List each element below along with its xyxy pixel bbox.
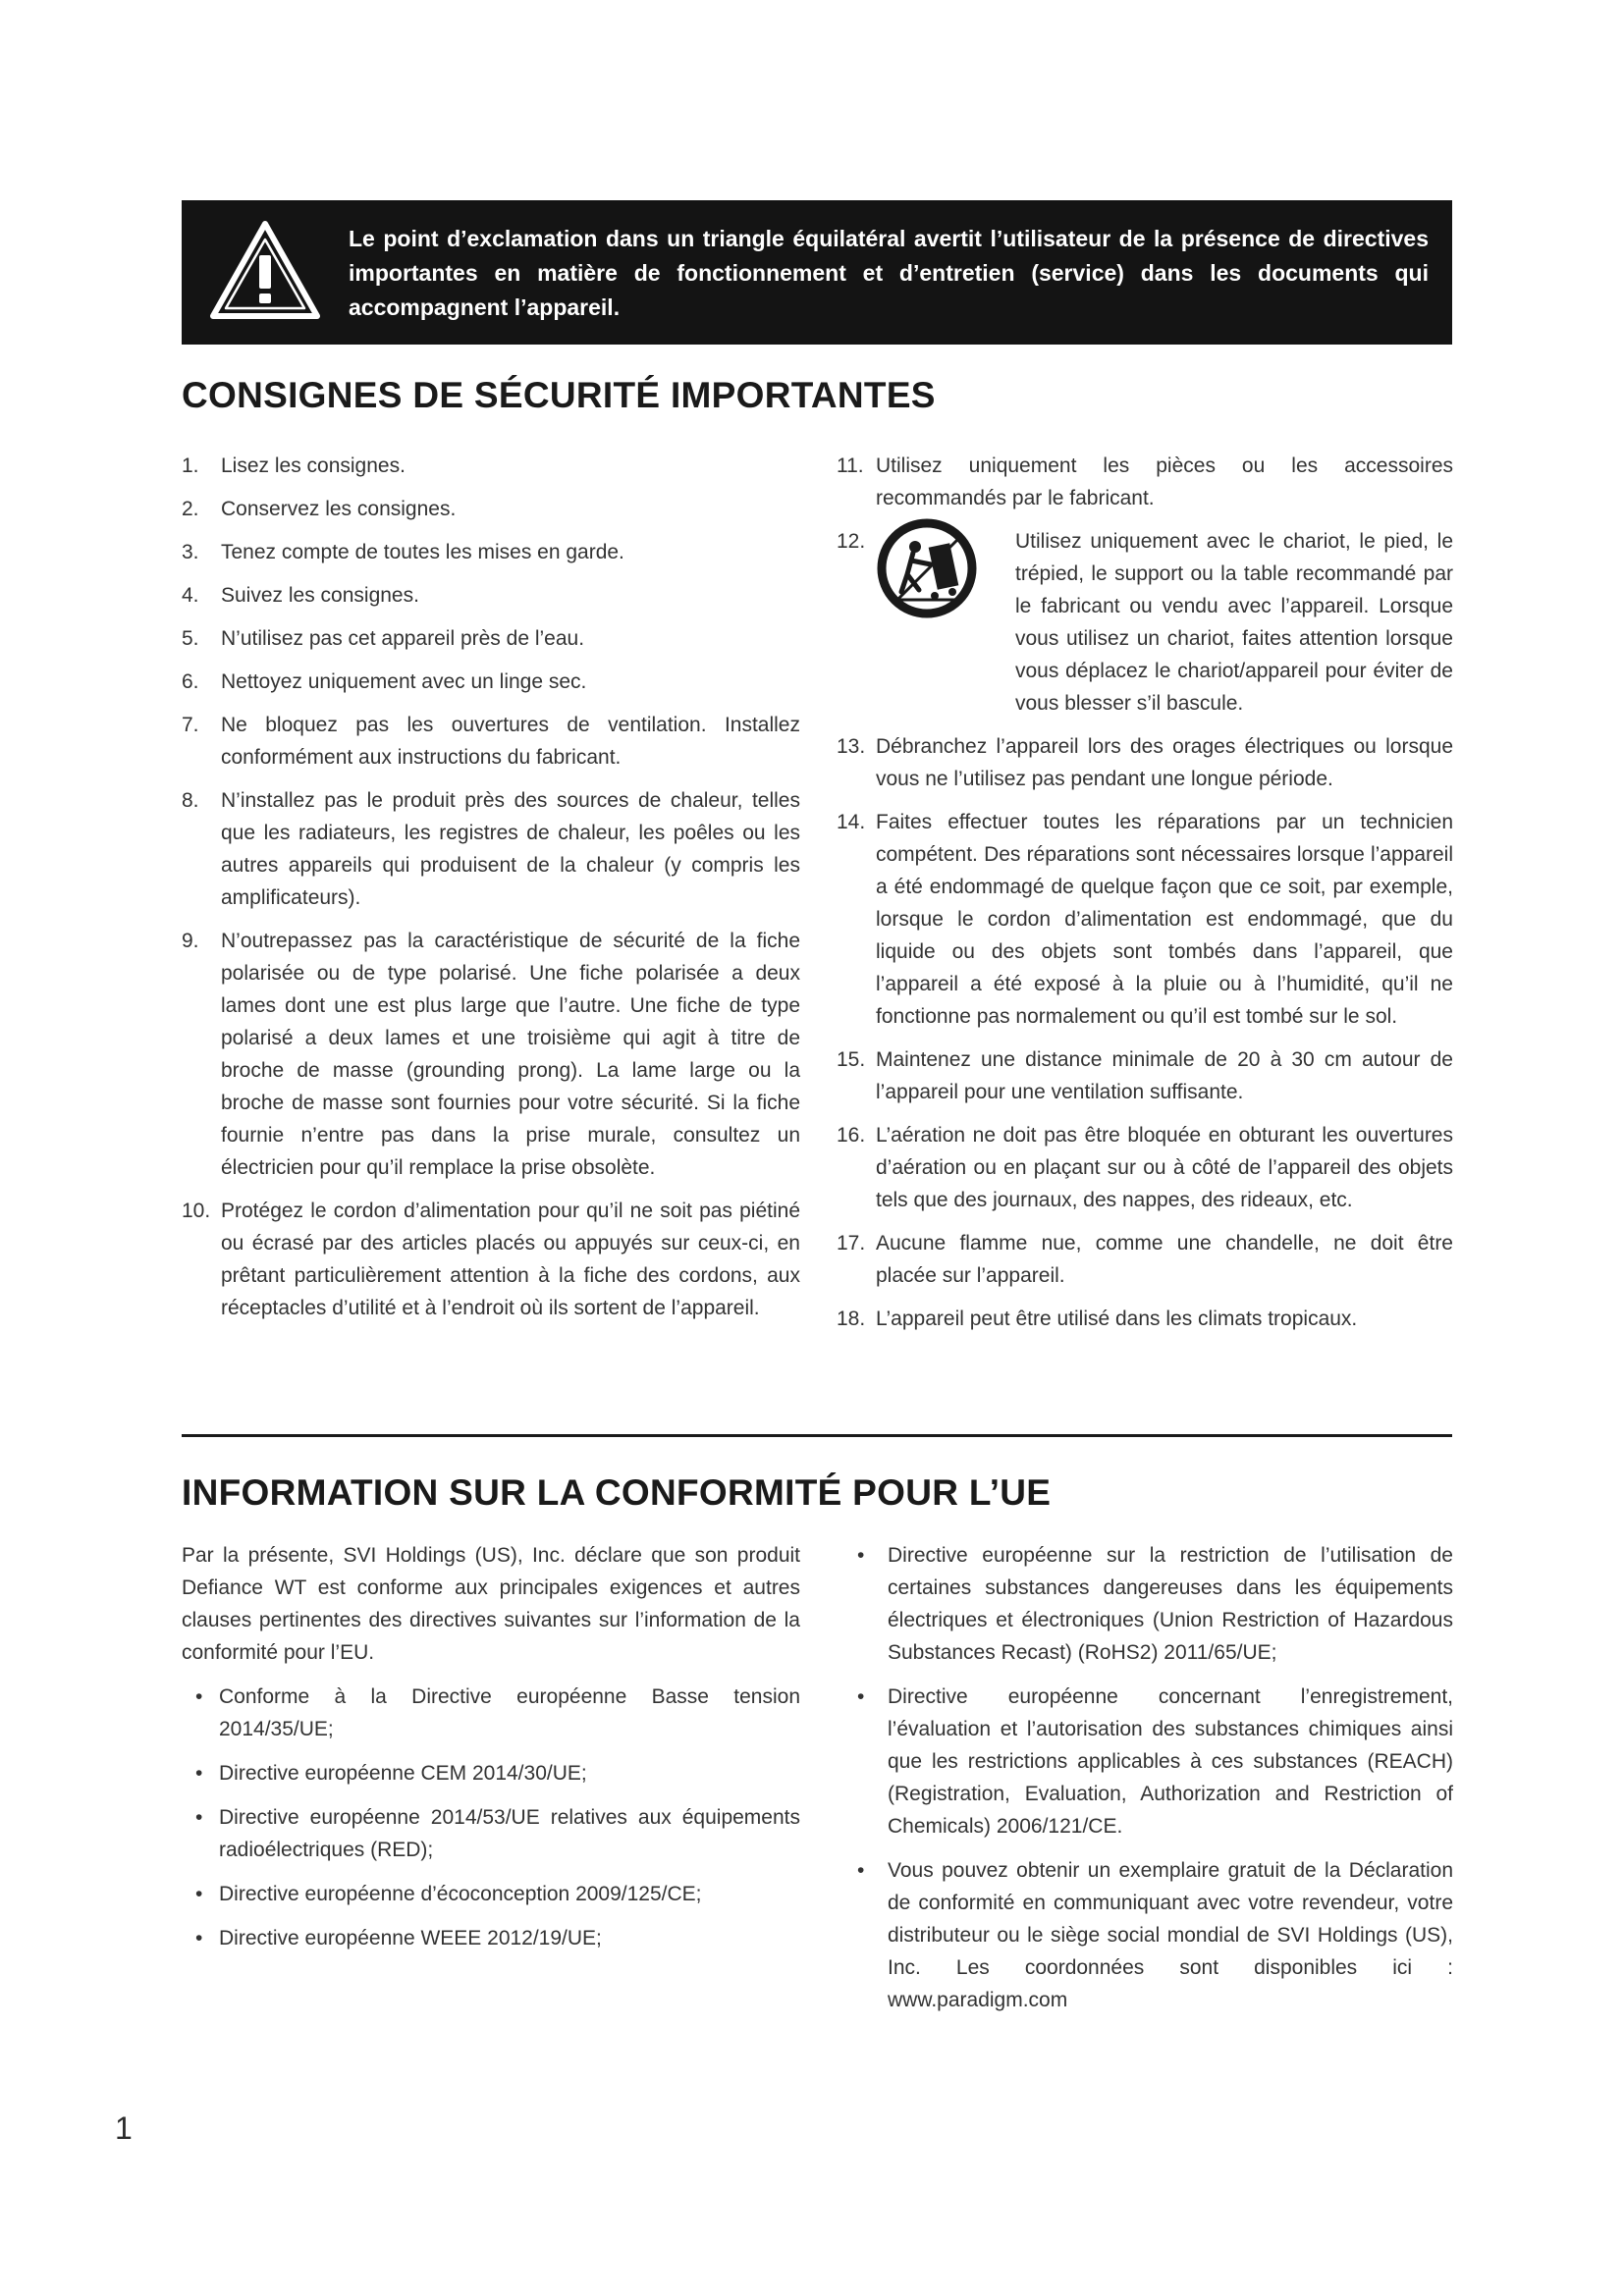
item-number: 7. <box>182 714 199 736</box>
bullet-item <box>852 1681 1453 1842</box>
list-item <box>837 1119 1453 1216</box>
conformity-right-column <box>852 1539 1453 2028</box>
bullet-text: Directive européenne sur la restriction de l’utilisation de certaines substances dangereuses dans les équipements électriques et électroniques (Union Restriction of Hazardous Substances Recast) (RoHS2) 2011/65/UE; <box>888 1544 1453 1664</box>
conformity-left-column <box>182 1539 800 1966</box>
item-text: Aucune flamme nue, comme une chandelle, ne doit être placée sur l’appareil. <box>876 1232 1453 1287</box>
safety-title: CONSIGNES DE SÉCURITÉ IMPORTANTES <box>182 375 936 415</box>
item-number: 12. <box>837 530 866 553</box>
bullet-text: Directive européenne CEM 2014/30/UE; <box>219 1762 587 1785</box>
item-number: 4. <box>182 584 199 607</box>
item-text: N’outrepassez pas la caractéristique de sécurité de la fiche polarisée ou de type polarisé. Une fiche polarisée a deux lames dont une est plus large que l’autre. Une fiche de type polarisé a deux lames et une troisième qui agit à titre de broche de masse (grounding prong). La lame large ou la broche de masse sont fournies pour votre sécurité. Si la fiche fournie n’entre pas dans la prise murale, consultez un électricien pour qu’il remplace la prise obsolète. <box>221 930 800 1179</box>
page-number: 1 <box>115 2110 133 2146</box>
safety-left-column <box>182 450 800 1335</box>
bullet-item <box>182 1801 800 1866</box>
bullet-item <box>182 1681 800 1745</box>
item-text: L’aération ne doit pas être bloquée en obturant les ouvertures d’aération ou en plaçant sur ou à côté de l’appareil des objets tels que des journaux, des nappes, des rideaux, etc. <box>876 1124 1453 1211</box>
list-item <box>182 536 800 568</box>
item-text: Faites effectuer toutes les réparations par un technicien compétent. Des réparations sont nécessaires lorsque l’appareil a été endommagé de quelque façon que ce soit, par exemple, lorsque le cordon d’alimentation est endommagé, que du liquide ou des objets sont tombés dans l’appareil, que l’appareil a été exposé à la pluie ou à l’humidité, qu’il ne fonctionne pas normalement ou qu’il est tombé sur le sol. <box>876 811 1453 1028</box>
list-item <box>182 1195 800 1324</box>
bullet-item <box>852 1539 1453 1669</box>
bullet-icon: • <box>857 1685 865 1708</box>
item-text: L’appareil peut être utilisé dans les climats tropicaux. <box>876 1308 1358 1330</box>
exclamation-triangle-icon <box>207 218 323 322</box>
item-text: Maintenez une distance minimale de 20 à 30 cm autour de l’appareil pour une ventilation suffisante. <box>876 1048 1453 1103</box>
list-item <box>182 666 800 698</box>
item-number: 6. <box>182 670 199 693</box>
list-item <box>182 579 800 612</box>
bullet-icon: • <box>195 1685 203 1708</box>
item-number: 3. <box>182 541 199 563</box>
warning-text: Le point d’exclamation dans un triangle équilatéral avertit l’utilisateur de la présence de directives importantes en matière de fonctionnement et d’entretien (service) dans les documents qui accompagnent l’appareil. <box>349 226 1429 320</box>
list-item <box>837 806 1453 1033</box>
warning-banner <box>182 200 1452 345</box>
item-number: 5. <box>182 627 199 650</box>
item-number: 11. <box>837 454 864 477</box>
item-number: 8. <box>182 789 199 812</box>
bullet-icon: • <box>857 1859 865 1882</box>
safety-right-column <box>837 450 1453 1346</box>
item-text: Ne bloquez pas les ouvertures de ventilation. Installez conformément aux instructions du fabricant. <box>221 714 800 769</box>
item-number: 17. <box>837 1232 866 1255</box>
item-number: 10. <box>182 1200 211 1222</box>
item-number: 16. <box>837 1124 866 1147</box>
item-number: 14. <box>837 811 866 833</box>
list-item <box>837 730 1453 795</box>
bullet-text: Conforme à la Directive européenne Basse tension 2014/35/UE; <box>219 1685 800 1740</box>
cart-tip-over-icon <box>876 517 978 619</box>
bullet-icon: • <box>195 1927 203 1949</box>
list-item <box>182 622 800 655</box>
section-divider <box>182 1434 1452 1437</box>
bullet-icon: • <box>195 1883 203 1905</box>
list-item <box>837 1227 1453 1292</box>
item-text: Tenez compte de toutes les mises en garde. <box>221 541 624 563</box>
list-item <box>837 1043 1453 1108</box>
bullet-icon: • <box>195 1806 203 1829</box>
list-item <box>837 1303 1453 1335</box>
bullet-text: Directive européenne 2014/53/UE relatives aux équipements radioélectriques (RED); <box>219 1806 800 1861</box>
bullet-icon: • <box>195 1762 203 1785</box>
item-text: N’installez pas le produit près des sources de chaleur, telles que les radiateurs, les registres de chaleur, les poêles ou les autres appareils qui produisent de la chaleur (y compris les amplificateurs). <box>221 789 800 909</box>
item-text: N’utilisez pas cet appareil près de l’eau. <box>221 627 585 650</box>
list-item <box>182 493 800 525</box>
item-text: Débranchez l’appareil lors des orages électriques ou lorsque vous ne l’utilisez pas pendant une longue période. <box>876 735 1453 790</box>
item-text: Nettoyez uniquement avec un linge sec. <box>221 670 587 693</box>
item-number: 15. <box>837 1048 866 1071</box>
item-number: 2. <box>182 498 199 520</box>
item-number: 1. <box>182 454 199 477</box>
item-text: Utilisez uniquement les pièces ou les accessoires recommandés par le fabricant. <box>876 454 1453 509</box>
item-number: 9. <box>182 930 199 952</box>
conformity-intro: Par la présente, SVI Holdings (US), Inc. déclare que son produit Defiance WT est conforme aux principales exigences et autres clauses pertinentes des directives suivantes sur l’information de la conformité pour l’EU. <box>182 1544 800 1664</box>
item-text: Protégez le cordon d’alimentation pour qu’il ne soit pas piétiné ou écrasé par des articles placés ou appuyés sur ceux-ci, en prêtant particulièrement attention à la fiche des cordons, aux réceptacles d’utilité et à l’endroit où ils sortent de l’appareil. <box>221 1200 800 1319</box>
item-text: Conservez les consignes. <box>221 498 457 520</box>
item-number: 13. <box>837 735 866 758</box>
bullet-item <box>182 1757 800 1789</box>
list-item <box>182 925 800 1184</box>
bullet-item <box>182 1878 800 1910</box>
list-item <box>182 450 800 482</box>
bullet-icon: • <box>857 1544 865 1567</box>
list-item <box>837 450 1453 514</box>
cart-warning-figure <box>876 525 1003 692</box>
bullet-text: Vous pouvez obtenir un exemplaire gratuit de la Déclaration de conformité en communiquant avec votre revendeur, votre distributeur ou le siège social mondial de SVI Holdings (US), Inc. Les coordonnées sont disponibles ici : www.paradigm.com <box>888 1859 1453 2011</box>
list-item <box>837 525 1453 720</box>
bullet-text: Directive européenne WEEE 2012/19/UE; <box>219 1927 602 1949</box>
item-text: Lisez les consignes. <box>221 454 406 477</box>
bullet-text: Directive européenne d’écoconception 2009/125/CE; <box>219 1883 702 1905</box>
item-number: 18. <box>837 1308 866 1330</box>
conformity-title: INFORMATION SUR LA CONFORMITÉ POUR L’UE <box>182 1472 1052 1513</box>
bullet-text: Directive européenne concernant l’enregistrement, l’évaluation et l’autorisation des substances chimiques ainsi que les restrictions applicables à ces substances (REACH) (Registration, Evaluation, Authorization and Restriction of Chemicals) 2006/121/CE. <box>888 1685 1453 1838</box>
item-text: Utilisez uniquement avec le chariot, le pied, le trépied, le support ou la table recommandé par le fabricant ou vendu avec l’appareil. Lorsque vous utilisez un chariot, faites attention lorsque vous déplacez le chariot/appareil pour éviter de vous blesser s’il bascule. <box>1015 530 1453 715</box>
bullet-item <box>852 1854 1453 2016</box>
list-item <box>182 709 800 774</box>
item-text: Suivez les consignes. <box>221 584 419 607</box>
bullet-item <box>182 1922 800 1954</box>
list-item <box>182 784 800 914</box>
